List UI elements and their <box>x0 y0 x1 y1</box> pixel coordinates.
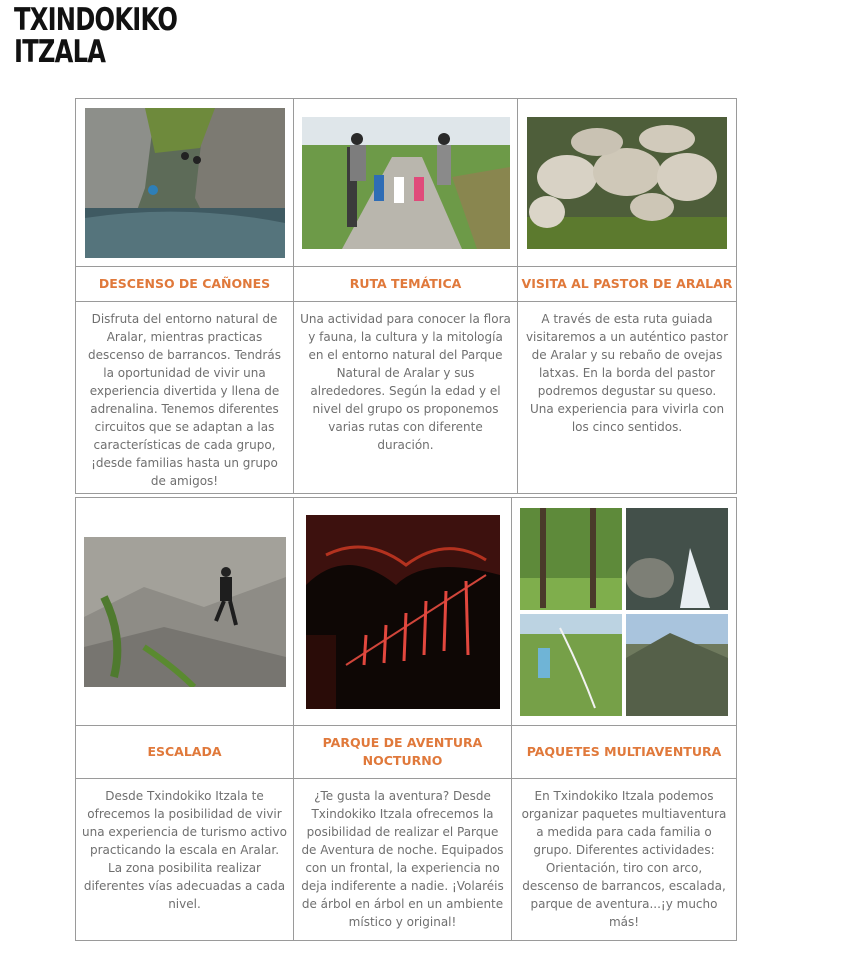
multiadventure-photo-cell <box>512 498 737 726</box>
logo-line-1: TXINDOKIKO <box>14 2 178 38</box>
activity-description-canyon: Disfruta del entorno natural de Aralar, mientras practicas descenso de barrancos. Tendrás la oportunidad de vivir una experiencia divertida y llena de adrenalina. Tenemos diferentes circuitos que se adaptan a las características de cada grupo, ¡desde familias hasta un grupo de amigos! <box>76 302 294 494</box>
activity-title-climbing: ESCALADA <box>76 726 294 779</box>
activity-description-shepherd-visit: A través de esta ruta guiada visitaremos a un auténtico pastor de Aralar y su rebaño de ovejas latxas. En la borda del pastor podremos degustar su queso. Una experiencia para vivirla con los cinco sentidos. <box>518 302 737 494</box>
night-park-photo <box>306 515 500 709</box>
logo[interactable] <box>14 4 177 68</box>
activity-description-thematic-route: Una actividad para conocer la flora y fauna, la cultura y la mitología en el entorno natural del Parque Natural de Aralar y sus alrededores. Según la edad y el nivel del grupo os proponemos varias rutas con diferente duración. <box>294 302 518 494</box>
activity-title-thematic-route: RUTA TEMÁTICA <box>294 267 518 302</box>
climbing-photo-cell <box>76 498 294 726</box>
shepherd-photo <box>527 117 727 249</box>
activities-table-top <box>75 98 737 494</box>
logo-line-2: ITZALA <box>14 34 106 70</box>
multiadventure-photo-collage <box>520 508 728 716</box>
activity-title-night-park: PARQUE DE AVENTURA NOCTURNO <box>294 726 512 779</box>
activity-description-multiadventure: En Txindokiko Itzala podemos organizar paquetes multiaventura a medida para cada familia o grupo. Diferentes actividades: Orientación, tiro con arco, descenso de barrancos, escalada, parque de aventura...¡y mucho más! <box>512 779 737 941</box>
canyon-photo <box>85 108 285 258</box>
activity-title-canyon: DESCENSO DE CAÑONES <box>76 267 294 302</box>
night-park-photo-cell <box>294 498 512 726</box>
shepherd-photo-cell <box>518 99 737 267</box>
climbing-photo <box>84 537 286 687</box>
activity-title-shepherd-visit: VISITA AL PASTOR DE ARALAR <box>518 267 737 302</box>
activity-description-climbing: Desde Txindokiko Itzala te ofrecemos la posibilidad de vivir una experiencia de turismo activo practicando la escala en Aralar. La zona posibilita realizar diferentes vías adecuadas a cada nivel. <box>76 779 294 941</box>
activity-title-multiadventure: PAQUETES MULTIAVENTURA <box>512 726 737 779</box>
activity-description-night-park: ¿Te gusta la aventura? Desde Txindokiko Itzala ofrecemos la posibilidad de realizar el Parque de Aventura de noche. Equipados con un frontal, la experiencia no deja indiferente a nadie. ¡Volaréis de árbol en árbol en un ambiente místico y original! <box>294 779 512 941</box>
thematic-route-photo-cell <box>294 99 518 267</box>
canyon-photo-cell <box>76 99 294 267</box>
thematic-route-photo <box>302 117 510 249</box>
activities-table-bottom <box>75 497 737 941</box>
